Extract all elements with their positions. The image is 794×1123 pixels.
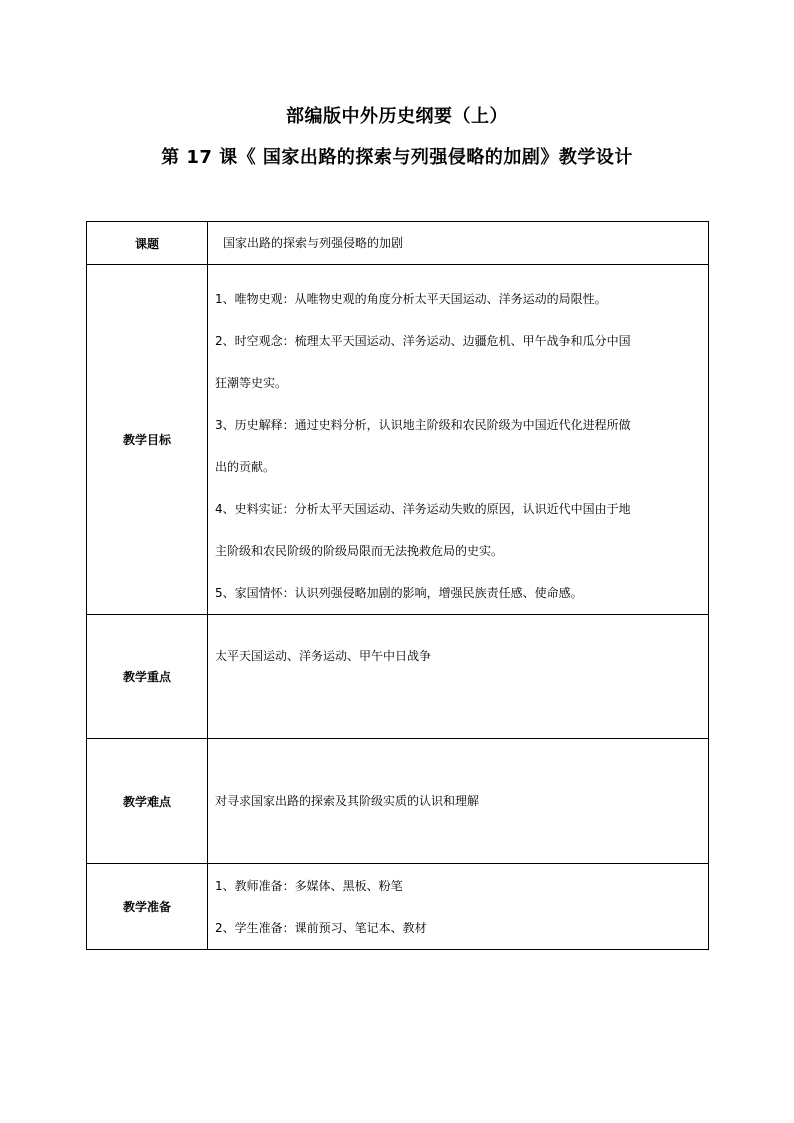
table-row-difficulties bbox=[87, 739, 709, 864]
key-points-content: 太平天国运动、洋务运动、甲午中日战争 bbox=[215, 649, 432, 663]
preparation-cell bbox=[208, 864, 709, 950]
goal-line: 1、唯物史观：从唯物史观的角度分析太平天国运动、洋务运动的局限性。 bbox=[215, 292, 607, 306]
goal-line: 主阶级和农民阶级的阶级局限而无法挽救危局的史实。 bbox=[215, 544, 504, 558]
difficulties-cell bbox=[208, 739, 709, 864]
goal-line: 3、历史解释：通过史料分析，认识地主阶级和农民阶级为中国近代化进程所做 bbox=[215, 418, 631, 432]
preparation-list bbox=[215, 864, 702, 949]
goal-line: 5、家国情怀：认识列强侵略加剧的影响，增强民族责任感、使命感。 bbox=[215, 586, 583, 600]
table-row-goals bbox=[87, 265, 709, 615]
lesson-title: 第 17 课《 国家出路的探索与列强侵略的加剧》教学设计 bbox=[161, 147, 633, 168]
lesson-plan-table bbox=[86, 221, 709, 950]
key-points-label: 教学重点 bbox=[87, 615, 208, 739]
document-title: 部编版中外历史纲要（上） bbox=[286, 106, 508, 127]
difficulties-label: 教学难点 bbox=[87, 739, 208, 864]
topic-cell bbox=[208, 222, 709, 265]
topic-content: 国家出路的探索与列强侵略的加剧 bbox=[223, 236, 404, 250]
goals-label: 教学目标 bbox=[87, 265, 208, 615]
goal-line: 出的贡献。 bbox=[215, 460, 276, 474]
table-row-key-points bbox=[87, 615, 709, 739]
goals-list bbox=[215, 265, 702, 614]
goal-line: 4、史料实证：分析太平天国运动、洋务运动失败的原因，认识近代中国由于地 bbox=[215, 502, 631, 516]
table-row-preparation bbox=[87, 864, 709, 950]
difficulties-content: 对寻求国家出路的探索及其阶级实质的认识和理解 bbox=[215, 794, 480, 808]
preparation-line: 2、学生准备：课前预习、笔记本、教材 bbox=[215, 921, 427, 935]
key-points-cell bbox=[208, 615, 709, 739]
preparation-line: 1、教师准备：多媒体、黑板、粉笔 bbox=[215, 879, 403, 893]
goal-line: 狂潮等史实。 bbox=[215, 376, 288, 390]
goals-cell bbox=[208, 265, 709, 615]
table-row-topic bbox=[87, 222, 709, 265]
goal-line: 2、时空观念：梳理太平天国运动、洋务运动、边疆危机、甲午战争和瓜分中国 bbox=[215, 334, 631, 348]
topic-label: 课题 bbox=[87, 222, 208, 265]
preparation-label: 教学准备 bbox=[87, 864, 208, 950]
